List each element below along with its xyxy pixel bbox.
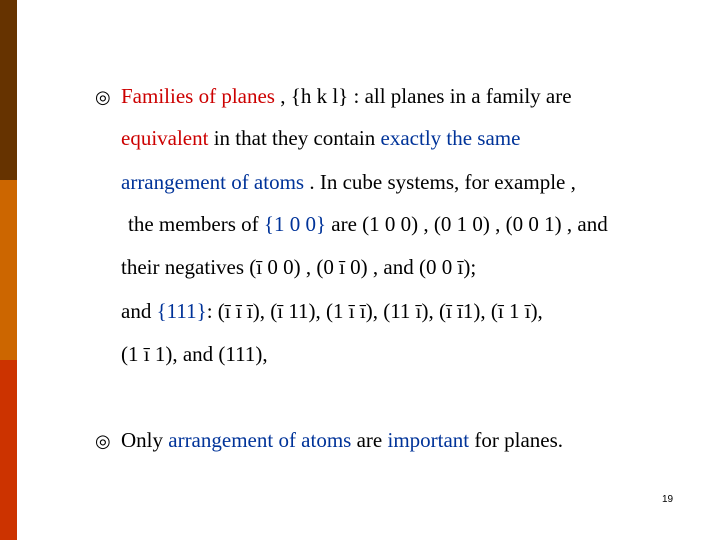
text-in-that-they-contain: in that they contain	[208, 126, 381, 150]
term-families-of-planes: Families of planes	[121, 84, 275, 108]
line-111-continued	[121, 341, 268, 367]
term-exactly-the-same: exactly the same	[380, 126, 521, 150]
term-equivalent: equivalent	[121, 126, 209, 150]
text-hkl-definition: , {h k l} : all planes in a family are	[274, 84, 572, 108]
text-members-list: are (1 0 0) , (0 1 0) , (0 0 1) , and	[326, 212, 608, 236]
term-arrangement-of-atoms-2: arrangement of atoms	[168, 428, 352, 452]
double-circle-bullet-icon: ◎	[95, 87, 111, 108]
term-arrangement-of-atoms: arrangement of atoms	[121, 170, 305, 194]
double-circle-bullet-icon: ◎	[95, 431, 111, 452]
text-cube-systems: . In cube systems, for example ,	[304, 170, 576, 194]
line-members-100	[128, 211, 608, 237]
accent-bar-middle	[0, 180, 17, 360]
text-negatives: their negatives (ī 0 0) , (0 ī 0) , and (0 0 ī);	[121, 255, 477, 279]
line-only-arrangement	[95, 427, 563, 455]
text-only: Only	[121, 428, 169, 452]
line-equivalent	[121, 125, 520, 151]
text-the-members-of: the members of	[128, 212, 264, 236]
page-number: 19	[662, 494, 674, 505]
line-family-111	[121, 298, 543, 324]
term-family-100: {1 0 0}	[263, 212, 327, 236]
text-111-members: : (ī ī ī), (ī 11), (1 ī ī), (11 ī), (ī ī1), (ī 1 ī),	[206, 299, 543, 323]
term-important: important	[387, 428, 470, 452]
text-for-planes: for planes.	[469, 428, 564, 452]
term-family-111: {111}	[156, 299, 207, 323]
line-negatives	[121, 254, 476, 280]
accent-bar-top	[0, 0, 17, 180]
text-are: are	[351, 428, 388, 452]
accent-bar-bottom	[0, 360, 17, 540]
line-families-of-planes	[95, 83, 572, 111]
line-arrangement	[121, 169, 576, 195]
text-111-members-end: (1 ī 1), and (111),	[121, 342, 268, 366]
text-and: and	[121, 299, 157, 323]
